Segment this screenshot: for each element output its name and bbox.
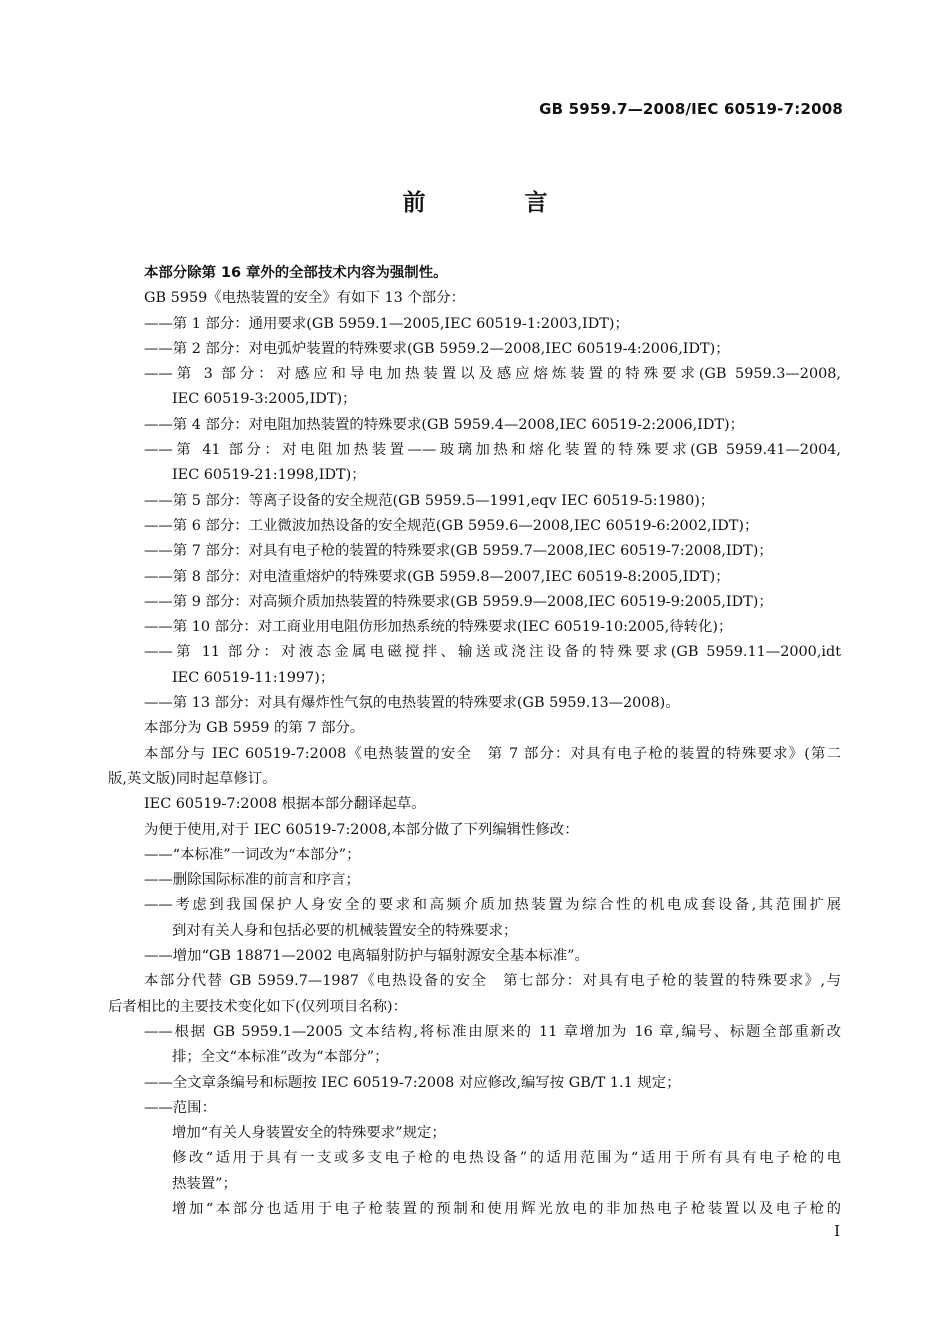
text-line: 热装置”；	[172, 1175, 237, 1192]
text-line: 后者相比的主要技术变化如下(仅列项目名称)：	[108, 998, 408, 1015]
text-line: 本部分除第 16 章外的全部技术内容为强制性。	[144, 265, 448, 281]
text-line: 本部分为 GB 5959 的第 7 部分。	[144, 720, 365, 737]
text-line: ——考虑到我国保护人身安全的要求和高频介质加热装置为综合性的机电成套设备,其范围扩展	[144, 897, 841, 914]
text-line: IEC 60519-3:2005,IDT)；	[172, 391, 357, 408]
text-line: ——全文章条编号和标题按 IEC 60519-7:2008 对应修改,编写按 GB/T 1.1 规定；	[144, 1074, 681, 1091]
text-line: ——第 1 部分：通用要求(GB 5959.1—2005,IEC 60519-1:2003,IDT)；	[144, 315, 629, 332]
text-line: ——第 6 部分：工业微波加热设备的安全规范(GB 5959.6—2008,IEC 60519-6:2002,IDT)；	[144, 517, 759, 534]
text-line: ——第 5 部分：等离子设备的安全规范(GB 5959.5—1991,eqv IEC 60519-5:1980)；	[144, 492, 715, 509]
text-line: 为便于使用,对于 IEC 60519-7:2008,本部分做了下列编辑性修改：	[144, 821, 579, 838]
page-number: I	[834, 1222, 840, 1240]
text-line: ——第 3 部分：对感应和导电加热装置以及感应熔炼装置的特殊要求(GB 5959.3—2008,	[144, 366, 841, 383]
text-line: ——第 4 部分：对电阻加热装置的特殊要求(GB 5959.4—2008,IEC 60519-2:2006,IDT)；	[144, 416, 744, 433]
page-title: 前 言	[402, 190, 586, 216]
text-line: 增加“本部分也适用于电子枪装置的预制和使用辉光放电的非加热电子枪装置以及电子枪的	[172, 1200, 841, 1217]
text-line: IEC 60519-11:1997)；	[172, 669, 335, 686]
text-line: 修改“适用于具有一支或多支电子枪的电热设备”的适用范围为“适用于所有具有电子枪的电	[172, 1150, 841, 1167]
text-line: 排；全文“本标准”改为“本部分”；	[172, 1049, 389, 1066]
text-line: ——第 10 部分：对工商业用电阻仿形加热系统的特殊要求(IEC 60519-10:2005,待转化)；	[144, 619, 733, 636]
text-line: 增加“有关人身装置安全的特殊要求”规定；	[172, 1125, 446, 1142]
text-line: ——第 41 部分：对电阻加热装置——玻璃加热和熔化装置的特殊要求(GB 5959.41—2004,	[144, 442, 841, 459]
text-line: ——范围：	[144, 1099, 216, 1116]
text-line: ——“本标准”一词改为“本部分”；	[144, 846, 361, 863]
text-line: 本部分与 IEC 60519-7:2008《电热装置的安全 第 7 部分：对具有电子枪的装置的特殊要求》(第二	[144, 745, 841, 762]
text-line: ——第 13 部分：对具有爆炸性气氛的电热装置的特殊要求(GB 5959.13—2008)。	[144, 695, 680, 712]
text-line: ——第 7 部分：对具有电子枪的装置的特殊要求(GB 5959.7—2008,IEC 60519-7:2008,IDT)；	[144, 543, 773, 560]
text-line: ——第 2 部分：对电弧炉装置的特殊要求(GB 5959.2—2008,IEC 60519-4:2006,IDT)；	[144, 340, 730, 357]
text-line: 到对有关人身和包括必要的机械装置安全的特殊要求；	[172, 922, 518, 939]
text-line: IEC 60519-21:1998,IDT)；	[172, 467, 366, 484]
text-line: ——第 11 部分：对液态金属电磁搅拌、输送或浇注设备的特殊要求(GB 5959.11—2000,idt	[144, 644, 841, 661]
body-text	[108, 261, 841, 1222]
standard-code-header: GB 5959.7—2008/IEC 60519-7:2008	[539, 100, 843, 118]
text-line: ——根据 GB 5959.1—2005 文本结构,将标准由原来的 11 章增加为 16 章,编号、标题全部重新改	[144, 1023, 841, 1040]
text-line: GB 5959《电热装置的安全》有如下 13 个部分：	[144, 290, 465, 307]
text-line: IEC 60519-7:2008 根据本部分翻译起草。	[144, 796, 426, 813]
text-line: ——第 8 部分：对电渣重熔炉的特殊要求(GB 5959.8—2007,IEC 60519-8:2005,IDT)；	[144, 568, 730, 585]
text-line: ——第 9 部分：对高频介质加热装置的特殊要求(GB 5959.9—2008,IEC 60519-9:2005,IDT)；	[144, 593, 773, 610]
text-line: 版,英文版)同时起草修订。	[108, 770, 277, 787]
text-line: ——删除国际标准的前言和序言；	[144, 872, 360, 889]
text-line: ——增加“GB 18871—2002 电离辐射防护与辐射源安全基本标准”。	[144, 948, 589, 965]
text-line: 本部分代替 GB 5959.7—1987《电热设备的安全 第七部分：对具有电子枪的装置的特殊要求》,与	[144, 973, 841, 990]
